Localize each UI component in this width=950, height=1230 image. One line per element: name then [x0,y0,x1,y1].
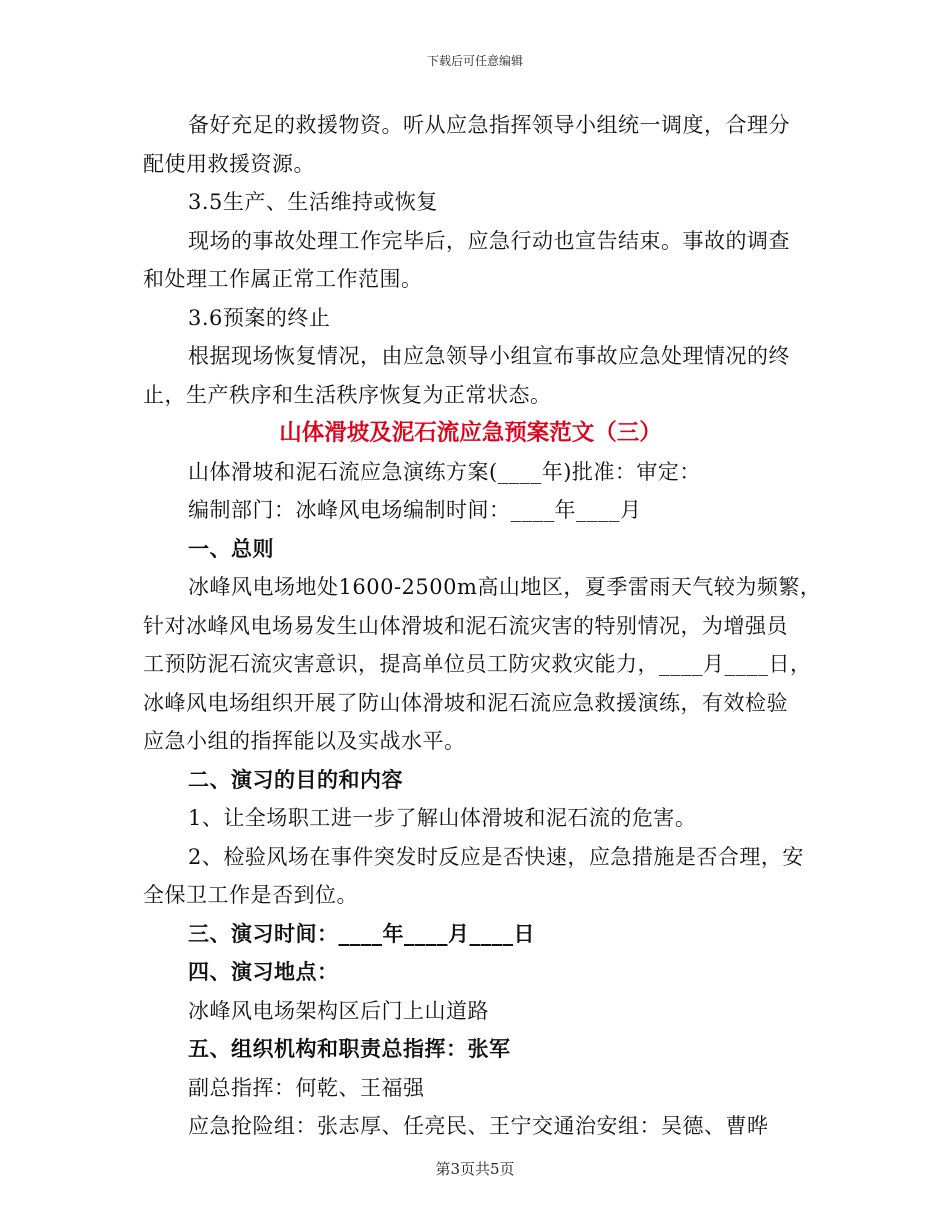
section-heading: 3.5生产、生活维持或恢复 [188,190,438,214]
paragraph-line: 冰峰风电场组织开展了防山体滑坡和泥石流应急救援演练，有效检验 [143,690,788,715]
paragraph-line: 工预防泥石流灾害意识，提高单位员工防灾救灾能力，____月____日， [143,652,812,676]
paragraph-line: 副总指挥：何乾、王福强 [188,1075,425,1100]
paragraph-line: 2、检验风场在事件突发时反应是否快速，应急措施是否合理，安 [188,844,804,869]
paragraph-line: 针对冰峰风电场易发生山体滑坡和泥石流灾害的特别情况，为增强员 [143,613,788,638]
paragraph-line: 1、让全场职工进一步了解山体滑坡和泥石流的危害。 [188,806,697,830]
paragraph-line: 根据现场恢复情况，由应急领导小组宣布事故应急处理情况的终 [188,344,790,368]
document-title: 山体滑坡及泥石流应急预案范文（三） [279,420,662,446]
section-heading: 三、演习时间：____年____月____日 [188,920,535,946]
paragraph-line: 山体滑坡和泥石流应急演练方案(____年)批准：审定： [188,459,701,484]
paragraph-line: 应急抢险组：张志厚、任亮民、王宁交通治安组：吴德、曹晔 [188,1114,769,1138]
page-number: 第3页共5页 [435,1160,515,1178]
paragraph-line: 冰峰风电场地处1600-2500m高山地区，夏季雷雨天气较为频繁， [188,575,822,599]
section-heading: 3.6预案的终止 [188,305,331,330]
paragraph-line: 全保卫工作是否到位。 [143,883,358,907]
paragraph-line: 止，生产秩序和生活秩序恢复为正常状态。 [143,382,552,407]
paragraph-line: 和处理工作属正常工作范围。 [143,267,423,291]
paragraph-line: 编制部门：冰峰风电场编制时间：____年____月 [188,498,642,522]
section-heading: 二、演习的目的和内容 [188,766,403,792]
section-heading: 一、总则 [188,535,274,561]
paragraph-line: 备好充足的救援物资。听从应急指挥领导小组统一调度，合理分 [188,113,790,137]
header-note: 下载后可任意编辑 [426,54,523,68]
paragraph-line: 应急小组的指挥能以及实战水平。 [143,729,466,753]
section-heading: 五、组织机构和职责总指挥：张军 [188,1036,511,1061]
paragraph-line: 现场的事故处理工作完毕后，应急行动也宣告结束。事故的调查 [188,228,790,253]
document-body [143,106,822,1146]
paragraph-line: 冰峰风电场架构区后门上山道路 [188,998,489,1023]
paragraph-line: 配使用救援资源。 [143,151,315,176]
section-heading: 四、演习地点： [188,959,339,984]
